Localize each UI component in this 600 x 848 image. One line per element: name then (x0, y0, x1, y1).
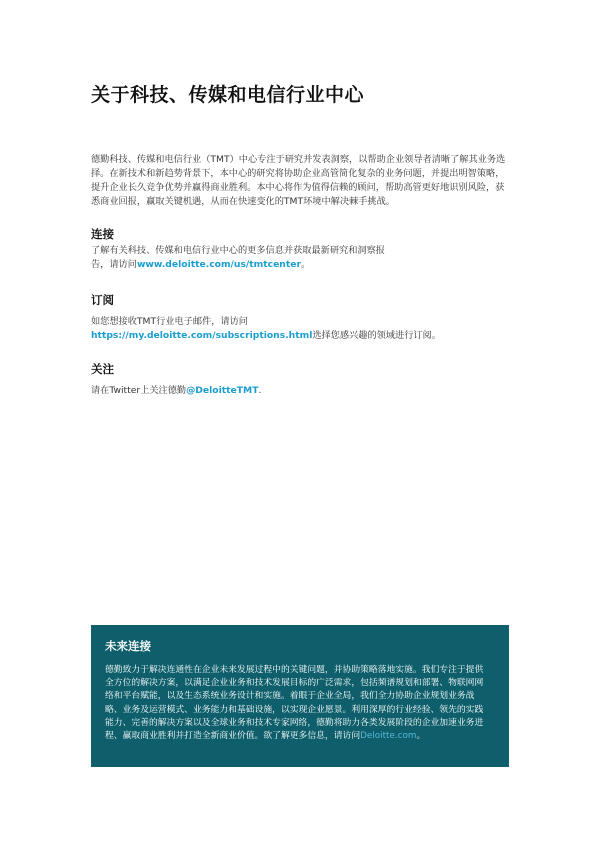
connect-text: 了解有关科技、传媒和电信行业中心的更多信息并获取最新研究和洞察报告，请访问 (91, 245, 385, 270)
subscribe-text-end: 选择您感兴趣的领域进行订阅。 (312, 330, 441, 341)
page-title: 关于科技、传媒和电信行业中心 (91, 84, 365, 106)
twitter-link[interactable]: @DeloitteTMT (186, 385, 259, 396)
future-connect-text: 德勤致力于解决连通性在企业未来发展过程中的关键问题，并协助策略落地实施。我们专注于提供全方位的解决方案，以满足企业业务和技术发展目标的广泛需求，包括频谱规划和部署、物联网网络和平台赋能，以及生态系统业务设计和实施。着眼于企业全局，我们全力协助企业规划业务战略、业务及运营模式、业务能力和基础设施，以实现企业愿景。利用深厚的行业经验、领先的实践能力、完善的解决方案以及全球业务和技术专家网络，德勤将助力各类发展阶段的企业加速业务进程、赢取商业胜利并打造全新商业价值。欲了解更多信息，请访问 (105, 665, 484, 742)
future-connect-title: 未来连接 (105, 639, 151, 653)
future-connect-paragraph (105, 664, 491, 743)
subscribe-heading: 订阅 (91, 293, 114, 307)
connect-heading: 连接 (91, 227, 114, 241)
deloitte-link[interactable]: Deloitte.com (360, 731, 417, 742)
follow-text: 请在Twitter上关注德勤 (91, 385, 187, 396)
subscribe-text: 如您想接收TMT行业电子邮件，请访问 (91, 316, 248, 327)
future-connect-text-end: 。 (416, 731, 426, 742)
tmtcenter-link[interactable]: www.deloitte.com/us/tmtcenter (136, 259, 302, 270)
follow-text-end: . (258, 385, 262, 396)
connect-text-end: 。 (301, 259, 311, 270)
follow-paragraph (91, 384, 471, 398)
connect-paragraph (91, 244, 401, 272)
subscriptions-link[interactable]: https://my.deloitte.com/subscriptions.html (91, 330, 313, 341)
subscribe-paragraph (91, 315, 469, 343)
follow-heading: 关注 (91, 362, 114, 376)
intro-paragraph: 德勤科技、传媒和电信行业（TMT）中心专注于研究并发表洞察，以帮助企业领导者清晰了解其业务选择。在新技术和新趋势背景下，本中心的研究将协助企业高管简化复杂的业务问题，并提出明智策略，提升企业长久竞争优势并赢得商业胜利。本中心将作为值得信赖的顾问，帮助高管更好地识别风险，获悉商业回报，赢取关键机遇，从而在快速变化的TMT环境中解决棘手挑战。 (91, 154, 506, 207)
future-connect-box (91, 625, 509, 767)
